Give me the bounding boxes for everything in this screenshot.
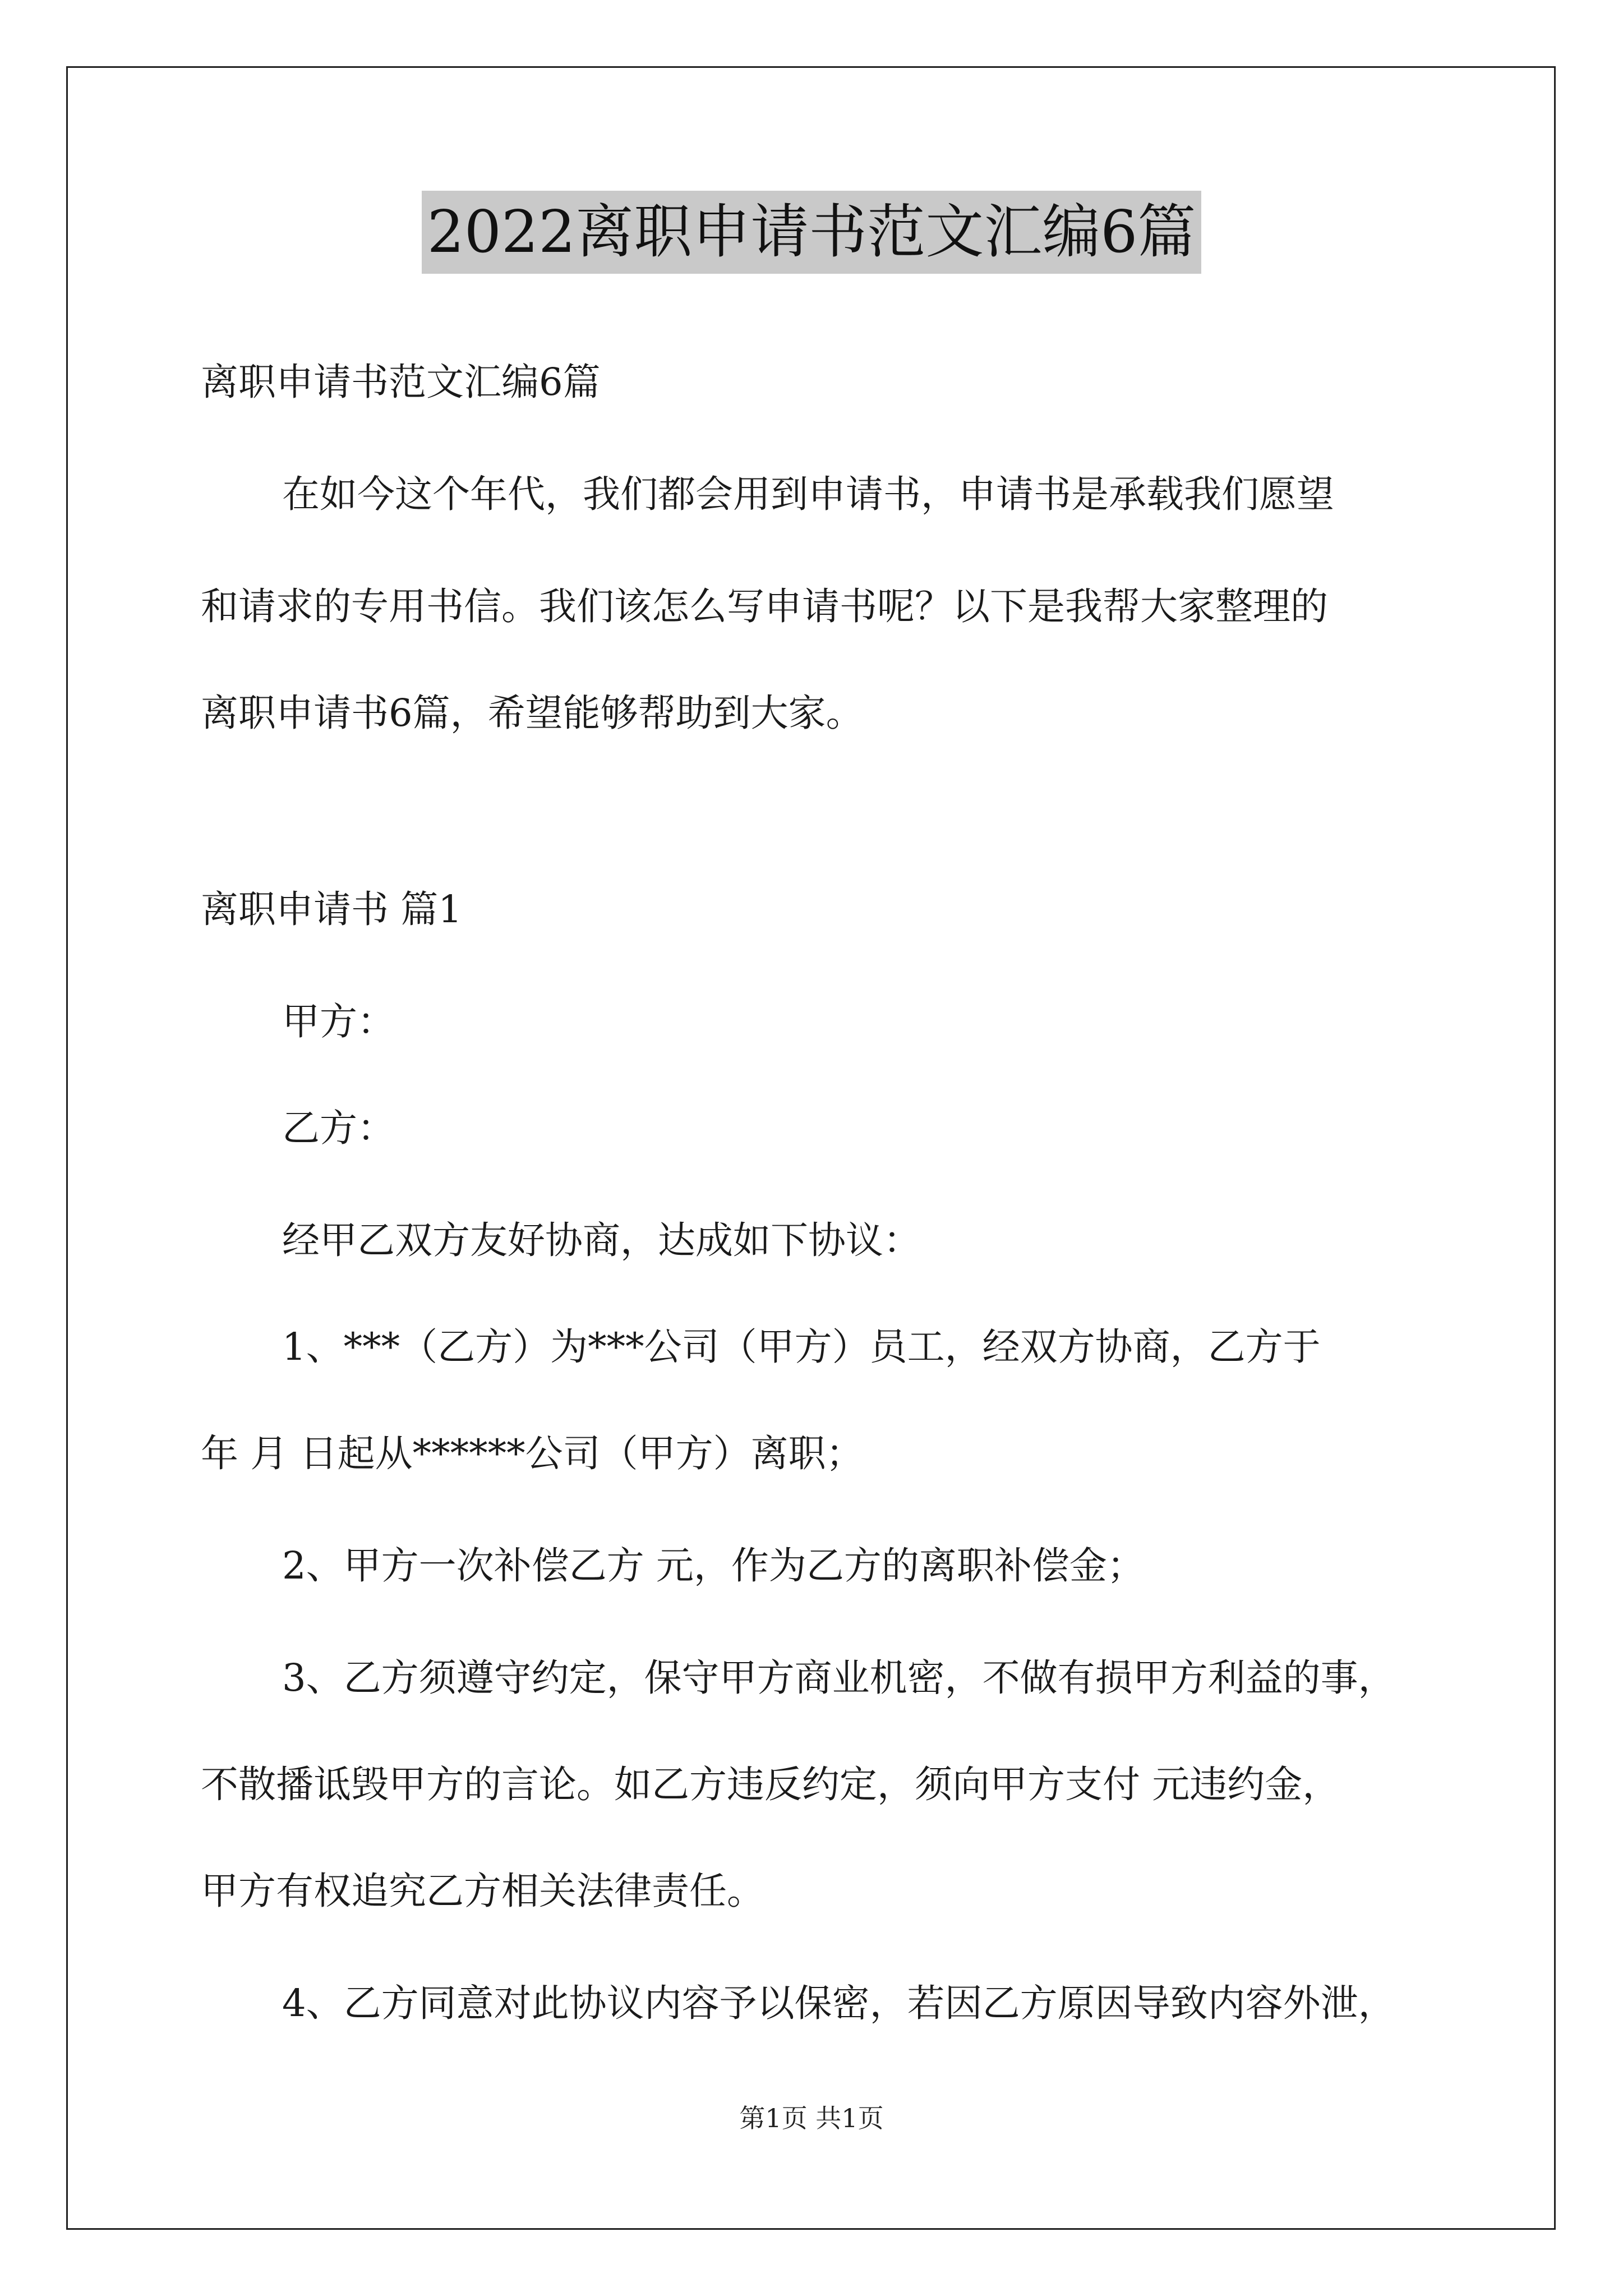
clause-3-line-2: 不散播诋毁甲方的言论。如乙方违反约定，须向甲方支付 元违约金， [201,1763,1340,1806]
clause-1-line-1: 1、***（乙方）为***公司（甲方）员工，经双方协商，乙方于 [282,1325,1321,1369]
intro-line-2: 和请求的专用书信。我们该怎么写申请书呢？以下是我帮大家整理的 [201,585,1328,628]
agreement-intro: 经甲乙双方友好协商，达成如下协议： [282,1218,921,1262]
page-footer [0,2098,1623,2135]
section-heading: 离职申请书 篇1 [201,887,462,931]
intro-line-3: 离职申请书6篇，希望能够帮助到大家。 [201,691,864,735]
title-container [0,191,1623,274]
document-title: 2022离职申请书范文汇编6篇 [422,191,1202,274]
clause-3-line-3: 甲方有权追究乙方相关法律责任。 [201,1869,764,1913]
clause-3-line-1: 3、乙方须遵守约定，保守甲方商业机密，不做有损甲方利益的事， [282,1656,1396,1700]
clause-4-line-1: 4、乙方同意对此协议内容予以保密，若因乙方原因导致内容外泄， [282,1981,1396,2025]
subtitle: 离职申请书范文汇编6篇 [201,360,601,404]
party-b-label: 乙方： [282,1106,395,1150]
clause-2: 2、甲方一次补偿乙方 元，作为乙方的离职补偿金； [282,1544,1145,1588]
party-a-label: 甲方： [282,1000,395,1043]
clause-1-line-2: 年 月 日起从******公司（甲方）离职； [201,1432,864,1475]
page-number-label: 第1页 共1页 [739,2103,884,2133]
intro-line-1: 在如今这个年代，我们都会用到申请书，申请书是承载我们愿望 [282,472,1334,516]
